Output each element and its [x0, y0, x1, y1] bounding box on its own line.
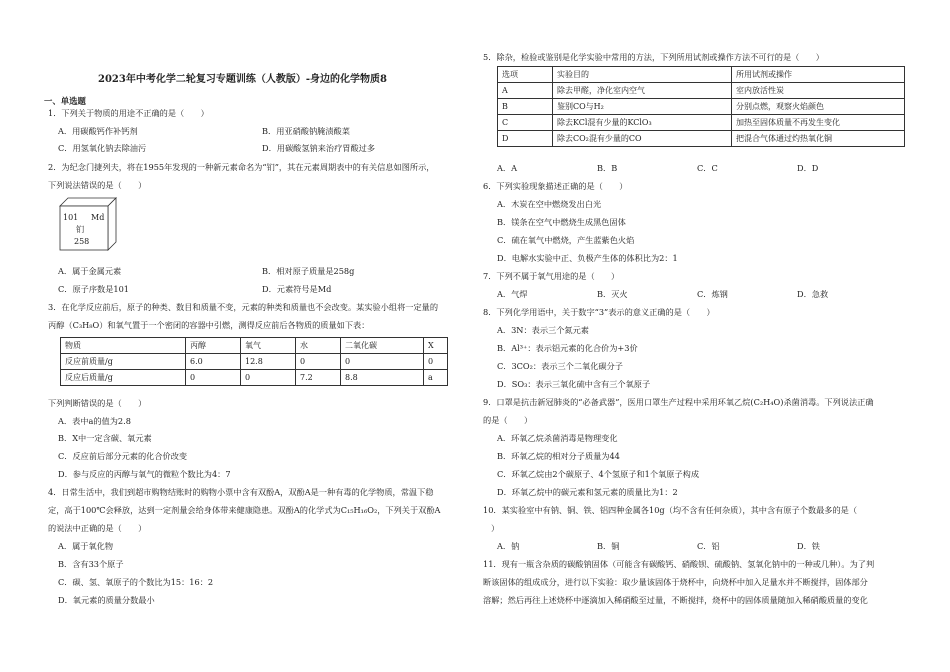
table-cell: 0 [186, 370, 241, 386]
q5-option-d[interactable]: D．D [797, 163, 819, 173]
q6-option-c[interactable]: C．硫在氧气中燃烧，产生蓝紫色火焰 [497, 235, 635, 245]
page-title: 2023年中考化学二轮复习专题训练（人教版）-身边的化学物质8 [98, 74, 387, 85]
q8-option-c[interactable]: C．3CO₂：表示三个二氧化碳分子 [497, 361, 623, 371]
q7-option-b[interactable]: B．灭火 [597, 289, 628, 299]
table-row [498, 131, 905, 147]
table-cell: 0 [241, 370, 296, 386]
table-cell: 8.8 [341, 370, 424, 386]
question-3-stem-line1: 3．在化学反应前后，原子的种类、数目和质量不变，元素的种类和质量也不会改变。某实验小组将一定量的 [48, 302, 439, 312]
q4-option-c[interactable]: C．碳、氢、氧原子的个数比为15：16：2 [58, 577, 214, 587]
table-cell: 水 [296, 338, 341, 354]
question-4-stem-line2: 定，高于100℃会释放，达到一定剂量会给身体带来健康隐患。双酚A的化学式为C₁₅H₁₆O₂，下列关于双酚A [48, 505, 441, 515]
table-cell: 所用试剂或操作 [732, 67, 905, 83]
table-cell: X [424, 338, 448, 354]
table-cell: 加热至固体质量不再发生变化 [732, 115, 905, 131]
table-cell: 物质 [61, 338, 186, 354]
table-cell: 实验目的 [553, 67, 732, 83]
table-row [61, 370, 448, 386]
q3-mass-table [60, 337, 448, 386]
question-7-stem: 7．下列不属于氧气用途的是（ ） [483, 271, 620, 281]
table-row [498, 67, 905, 83]
q1-option-c[interactable]: C．用氢氧化钠去除油污 [58, 143, 147, 153]
question-11-line3: 溶解；然后再往上述烧杯中逐滴加入稀硝酸至过量，不断搅拌，烧杯中的固体质量随加入稀硝酸质量的变化 [483, 595, 868, 605]
q8-option-a[interactable]: A．3N：表示三个氮元素 [497, 325, 589, 335]
table-row [498, 115, 905, 131]
table-row [61, 338, 448, 354]
q3-option-a[interactable]: A．表中a的值为2.8 [58, 416, 131, 426]
q2-option-b[interactable]: B．相对原子质量是258g [262, 266, 355, 276]
question-5-stem: 5．除杂，检验或鉴别是化学实验中常用的方法，下列所用试剂或操作方法不可行的是（ ） [483, 52, 824, 62]
question-3-stem-line2: 丙醇（C₃H₈O）和氧气置于一个密闭的容器中引燃，测得反应前后各物质的质量如下表： [48, 320, 370, 330]
question-1-stem: 1．下列关于物质的用途不正确的是（ ） [48, 108, 209, 118]
table-cell: A [498, 83, 553, 99]
q7-option-d[interactable]: D．急救 [797, 289, 829, 299]
q9-option-b[interactable]: B．环氧乙烷的相对分子质量为44 [497, 451, 620, 461]
question-2-stem-line2: 下列说法错误的是（ ） [48, 180, 147, 190]
table-row [498, 83, 905, 99]
table-cell: 除去CO₂混有少量的CO [553, 131, 732, 147]
question-2-stem-line1: 2．为纪念门捷列夫，将在1955年发现的一种新元素命名为“钔”，其在元素周期表中的有关信息如图所示， [48, 162, 435, 172]
table-row [498, 99, 905, 115]
q1-option-d[interactable]: D．用碳酸氢钠来治疗胃酸过多 [262, 143, 376, 153]
q6-option-b[interactable]: B．镁条在空气中燃烧生成黑色固体 [497, 217, 626, 227]
element-mass: 258 [74, 237, 90, 246]
q5-option-b[interactable]: B．B [597, 163, 618, 173]
q9-option-a[interactable]: A．环氧乙烷杀菌消毒是物理变化 [497, 433, 618, 443]
question-10-stem-line1: 10．某实验室中有钠、铜、铁、铝四种金属各10g（均不含有任何杂质），其中含有原子个数最多的是（ [483, 505, 858, 515]
element-name: 钔 [76, 225, 84, 234]
table-cell: 12.8 [241, 354, 296, 370]
table-cell: 0 [341, 354, 424, 370]
table-cell: C [498, 115, 553, 131]
q1-option-a[interactable]: A．用碳酸钙作补钙剂 [58, 126, 138, 136]
table-cell: 丙醇 [186, 338, 241, 354]
q9-option-d[interactable]: D．环氧乙烷中的碳元素和氢元素的质量比为1：2 [497, 487, 678, 497]
q10-option-b[interactable]: B．铜 [597, 541, 620, 551]
question-9-stem-line2: 的是（ ） [483, 415, 533, 425]
table-cell: D [498, 131, 553, 147]
table-cell: 0 [424, 354, 448, 370]
element-atomic-number: 101 [63, 213, 79, 222]
q4-option-d[interactable]: D．氧元素的质量分数最小 [58, 595, 155, 605]
section-heading: 一、单选题 [44, 96, 86, 106]
table-cell: 6.0 [186, 354, 241, 370]
q1-option-b[interactable]: B．用亚硝酸钠腌渍酸菜 [262, 126, 350, 136]
table-cell: B [498, 99, 553, 115]
table-cell: 0 [296, 354, 341, 370]
question-11-line1: 11．现有一瓶含杂质的碳酸钠固体（可能含有碳酸钙、硝酸钡、硫酸钠、氢氧化钠中的一种或几种）。为了判 [483, 559, 875, 569]
q2-option-a[interactable]: A．属于金属元素 [58, 266, 122, 276]
q10-option-d[interactable]: D．铁 [797, 541, 820, 551]
table-cell: 分别点燃，观察火焰颜色 [732, 99, 905, 115]
table-cell: a [424, 370, 448, 386]
table-cell: 二氧化碳 [341, 338, 424, 354]
table-cell: 选项 [498, 67, 553, 83]
question-4-stem-line3: 的说法中正确的是（ ） [48, 523, 147, 533]
question-8-stem: 8．下列化学用语中，关于数字“3”表示的意义正确的是（ ） [483, 307, 715, 317]
question-4-stem-line1: 4．日常生活中，我们到超市购物结账时的购物小票中含有双酚A，双酚A是一种有毒的化学物质，常温下稳 [48, 487, 434, 497]
q4-option-b[interactable]: B．含有33个原子 [58, 559, 124, 569]
table-cell: 反应后质量/g [61, 370, 186, 386]
table-cell: 鉴别CO与H₂ [553, 99, 732, 115]
q10-option-c[interactable]: C．铝 [697, 541, 720, 551]
table-cell: 除去甲醛，净化室内空气 [553, 83, 732, 99]
q3-option-c[interactable]: C．反应前后部分元素的化合价改变 [58, 451, 188, 461]
question-11-line2: 断该固体的组成成分，进行以下实验：取少量该固体于烧杯中，向烧杯中加入足量水并不断搅拌，固体部分 [483, 577, 868, 587]
table-row [61, 354, 448, 370]
table-cell: 室内放活性炭 [732, 83, 905, 99]
q3-option-d[interactable]: D．参与反应的丙醇与氧气的微粒个数比为4：7 [58, 469, 231, 479]
q6-option-d[interactable]: D．电解水实验中正、负极产生体的体积比为2：1 [497, 253, 678, 263]
q8-option-d[interactable]: D．SO₃：表示三氧化硫中含有三个氧原子 [497, 379, 651, 389]
table-cell: 反应前质量/g [61, 354, 186, 370]
q7-option-c[interactable]: C．炼钢 [697, 289, 728, 299]
table-cell: 把混合气体通过灼热氧化铜 [732, 131, 905, 147]
q2-option-c[interactable]: C．原子序数是101 [58, 284, 130, 294]
table-cell: 除去KCl混有少量的KClO₃ [553, 115, 732, 131]
table-cell: 7.2 [296, 370, 341, 386]
q6-option-a[interactable]: A．木炭在空中燃烧发出白光 [497, 199, 602, 209]
element-symbol: Md [91, 213, 105, 222]
q7-option-a[interactable]: A．气焊 [497, 289, 528, 299]
q3-option-b[interactable]: B．X中一定含碳、氧元素 [58, 433, 152, 443]
q4-option-a[interactable]: A．属于氧化物 [58, 541, 114, 551]
q5-option-c[interactable]: C．C [697, 163, 718, 173]
table-cell: 氧气 [241, 338, 296, 354]
question-9-stem-line1: 9．口罩是抗击新冠肺炎的“必备武器”，医用口罩生产过程中采用环氧乙烷(C₂H₄O)杀菌消毒。下列说法正确 [483, 397, 874, 407]
q10-option-a[interactable]: A．钠 [497, 541, 520, 551]
q9-option-c[interactable]: C．环氧乙烷由2个碳原子、4个氢原子和1个氧原子构成 [497, 469, 700, 479]
q8-option-b[interactable]: B．Al³⁺：表示铝元素的化合价为+3价 [497, 343, 638, 353]
question-3-after-table: 下列判断错误的是（ ） [48, 398, 147, 408]
q2-option-d[interactable]: D．元素符号是Md [262, 284, 332, 294]
q5-option-a[interactable]: A．A [497, 163, 518, 173]
q5-options-table [497, 66, 905, 147]
question-6-stem: 6．下列实验现象描述正确的是（ ） [483, 181, 628, 191]
question-10-stem-line2: ） [491, 523, 500, 533]
